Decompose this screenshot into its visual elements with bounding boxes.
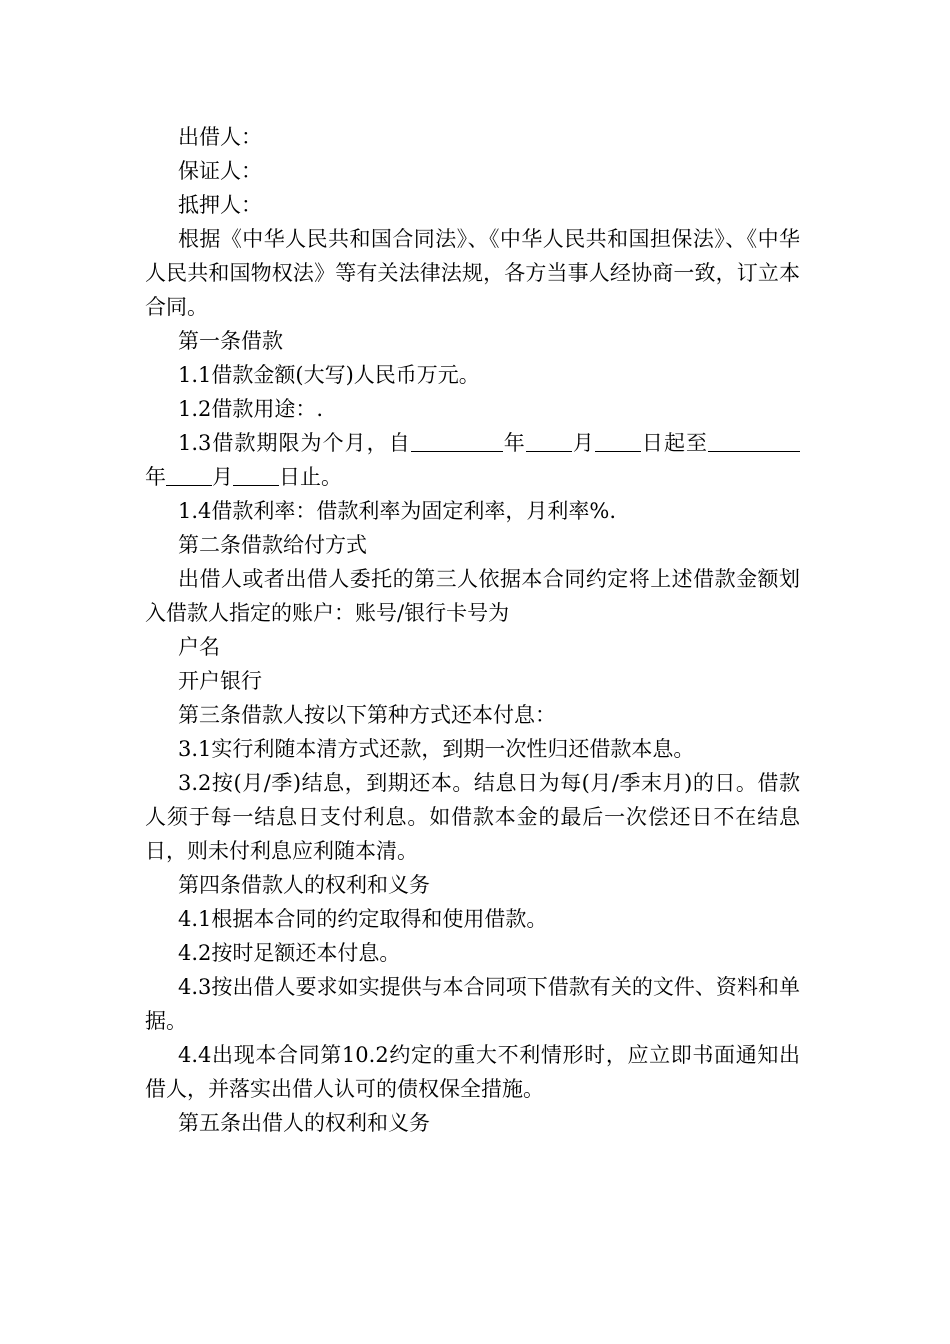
clause-1-1: 1.1借款金额(大写)人民币万元。 [178,363,480,387]
article-3-heading: 第三条借款人按以下第种方式还本付息： [178,703,556,727]
term-month-1: 月 [571,431,595,455]
contract-page [145,120,800,1140]
blank-end-year [708,430,800,452]
article-5-heading: 第五条出借人的权利和义务 [178,1111,430,1135]
clause-1-4: 1.4借款利率：借款利率为固定利率，月利率%. [178,499,617,523]
term-prefix: 1.3借款期限为个月，自 [178,431,411,455]
blank-end-day [233,464,279,486]
blank-start-month [526,430,572,452]
mortgagor-line: 抵押人： [178,193,262,217]
term-day-1: 日起至 [640,431,709,455]
article-2-heading: 第二条借款给付方式 [178,533,367,557]
clause-4-3: 4.3按出借人要求如实提供与本合同项下借款有关的文件、资料和单据。 [145,975,800,1033]
clause-3-1: 3.1实行利随本清方式还款，到期一次性归还借款本息。 [178,737,695,761]
article-1-heading: 第一条借款 [178,329,283,353]
clause-4-4: 4.4出现本合同第10.2约定的重大不利情形时，应立即书面通知出借人，并落实出借人认可的债权保全措施。 [145,1043,800,1101]
term-day-2: 日止。 [279,465,342,489]
blank-start-year [411,430,503,452]
clause-1-3 [145,426,800,494]
term-year-2: 年 [145,465,166,489]
account-name-line: 户名 [178,635,220,659]
lender-line: 出借人： [178,125,262,149]
term-year-1: 年 [502,431,526,455]
clause-4-2: 4.2按时足额还本付息。 [178,941,401,965]
blank-end-month [166,464,212,486]
term-month-2: 月 [212,465,233,489]
guarantor-line: 保证人： [178,159,262,183]
blank-start-day [595,430,641,452]
clause-4-1: 4.1根据本合同的约定取得和使用借款。 [178,907,548,931]
article-4-heading: 第四条借款人的权利和义务 [178,873,430,897]
preamble: 根据《中华人民共和国合同法》、《中华人民共和国担保法》、《中华人民共和国物权法》等有关法律法规，各方当事人经协商一致，订立本合同。 [145,227,800,319]
clause-3-2: 3.2按(月/季)结息，到期还本。结息日为每(月/季末月)的日。借款人须于每一结息日支付利息。如借款本金的最后一次偿还日不在结息日，则未付利息应利随本清。 [145,771,800,863]
bank-line: 开户银行 [178,669,262,693]
clause-1-2: 1.2借款用途：. [178,397,324,421]
article-2-body: 出借人或者出借人委托的第三人依据本合同约定将上述借款金额划入借款人指定的账户：账号/银行卡号为 [145,567,800,625]
